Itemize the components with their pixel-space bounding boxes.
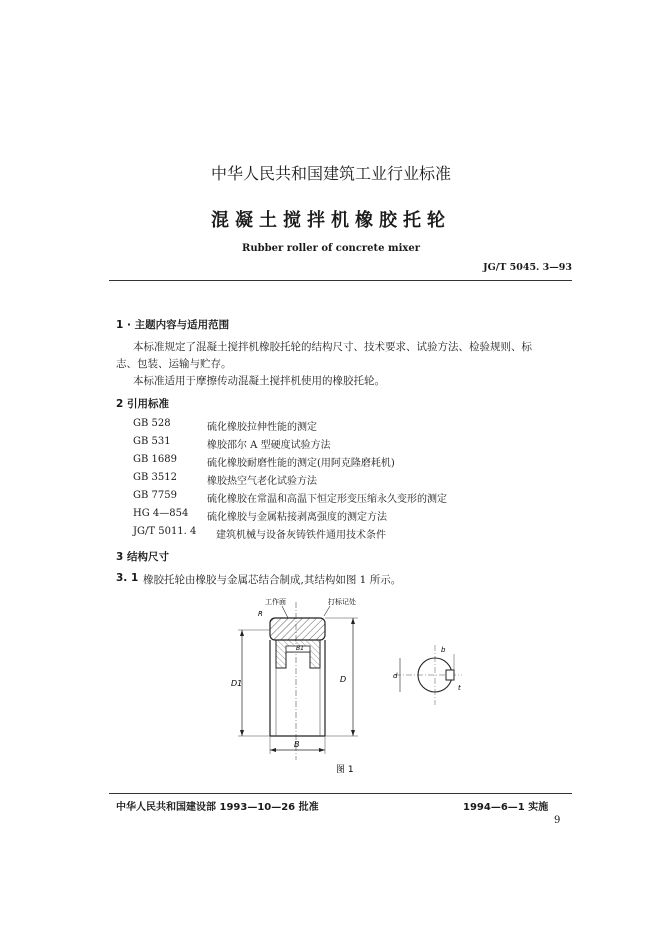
section-2-heading: 2 引用标准 [116,398,169,410]
label-t: t [458,684,461,692]
section-1-para2: 本标准适用于摩擦传动混凝土搅拌机使用的橡胶托轮。 [133,375,385,387]
header-rule [109,280,572,281]
ref-code: HG 4—854 [133,508,189,519]
d1-arrow-bottom [240,730,244,736]
label-d1: D1 [231,679,243,688]
document-title: 混凝土搅拌机橡胶托轮 [211,210,451,231]
ref-name: 建筑机械与设备灰铸铁件通用技术条件 [216,530,386,541]
figure-1-rubber-roller-drawing [210,590,480,780]
standard-number: JG/T 5045. 3—93 [483,262,572,273]
ref-code: GB 3512 [133,472,177,483]
implementation-date: 1994—6—1 实施 [463,802,549,813]
ref-name: 硫化橡胶耐磨性能的测定(用阿克隆磨耗机) [207,458,395,469]
b-arrow-right [319,748,325,752]
section-1-para1-line1: 本标准规定了混凝土搅拌机橡胶托轮的结构尺寸、技术要求、试验方法、检验规则、标 [133,341,532,353]
rubber-tire-section [270,618,325,640]
ref-code: GB 528 [133,418,171,429]
d1-arrow-top [240,630,244,636]
figure-caption: 图 1 [336,765,354,775]
label-d: D [340,675,347,684]
label-b1: B1 [296,645,304,652]
section-1-heading: 1 · 主题内容与适用范围 [116,319,230,331]
footer-rule [109,793,572,794]
section-3-heading: 3 结构尺寸 [116,551,169,563]
ref-name: 橡胶邵尔 A 型硬度试验方法 [207,440,331,451]
leader-working-surface [282,606,288,618]
standard-series-title: 中华人民共和国建筑工业行业标准 [210,164,451,183]
approval-date: 中华人民共和国建设部 1993—10—26 批准 [116,802,319,813]
label-working-surface: 工作面 [265,598,286,606]
ref-code: GB 531 [133,436,171,447]
label-radius: R [258,610,263,618]
label-d-bore: d [393,672,398,680]
d-arrow-bottom [351,730,355,736]
section-1-para1-line2: 志、包装、运输与贮存。 [116,358,232,370]
label-b-width: B [294,740,300,749]
b-arrow-left [270,748,276,752]
keyway-slot [446,670,454,680]
ref-code: GB 7759 [133,490,177,501]
label-marking-location: 打标记处 [328,598,356,606]
ref-name: 硫化橡胶拉伸性能的测定 [207,422,317,433]
ref-code: GB 1689 [133,454,177,465]
leader-marking-location [324,606,330,616]
ref-code: JG/T 5011. 4 [133,526,197,537]
section-3-1-text: 橡胶托轮由橡胶与金属芯结合制成,其结构如图 1 所示。 [143,574,402,586]
ref-name: 硫化橡胶在常温和高温下恒定形变压缩永久变形的测定 [207,494,447,505]
d-arrow-top [351,618,355,624]
ref-name: 硫化橡胶与金属粘接剥离强度的测定方法 [207,512,387,523]
document-title-english: Rubber roller of concrete mixer [242,243,420,254]
page-number: 9 [554,815,561,826]
label-b-keyway: b [441,646,446,654]
section-3-1-number: 3. 1 [116,572,139,584]
ref-name: 橡胶热空气老化试验方法 [207,476,317,487]
